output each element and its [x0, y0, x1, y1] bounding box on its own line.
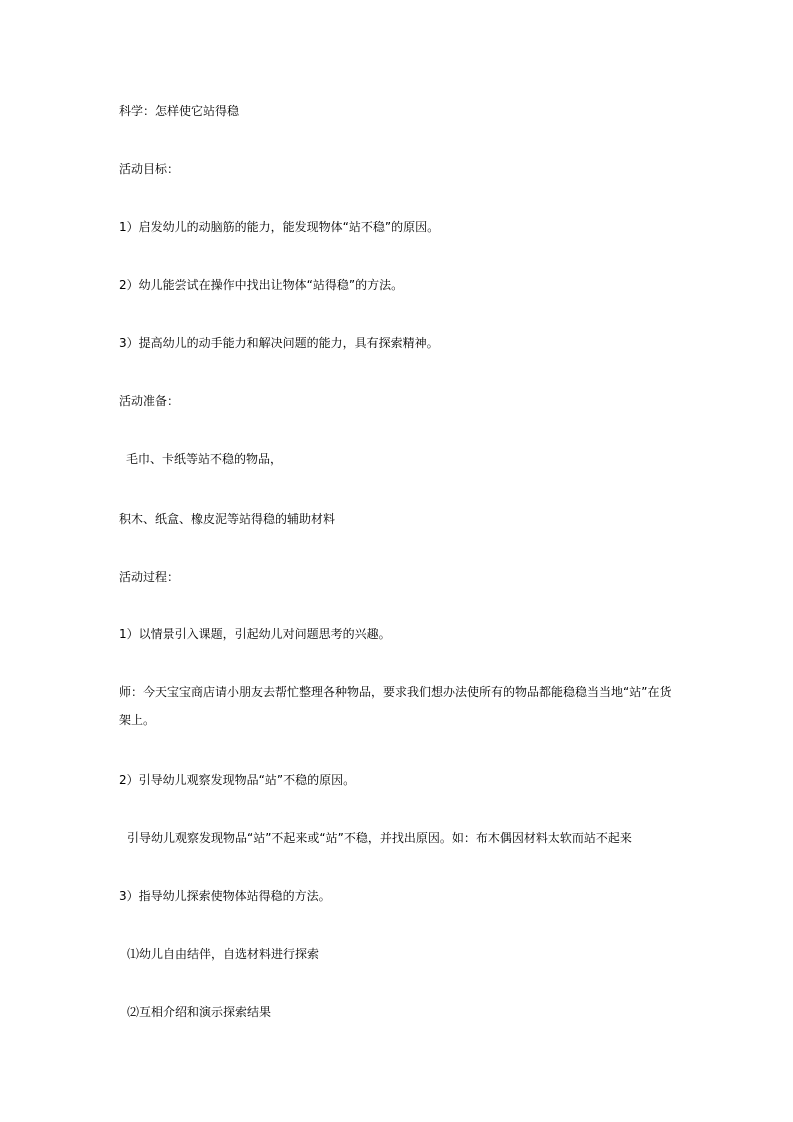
process-heading: 活动过程： [119, 570, 180, 584]
goal-item: 1）启发幼儿的动脑筋的能力，能发现物体“站不稳”的原因。 [119, 220, 440, 234]
process-step: 2）引导幼儿观察发现物品“站”不稳的原因。 [119, 773, 356, 787]
goal-item: 2）幼儿能尝试在操作中找出让物体“站得稳”的方法。 [119, 278, 404, 292]
goals-heading: 活动目标： [119, 162, 180, 176]
prep-item: 积木、纸盒、橡皮泥等站得稳的辅助材料 [119, 512, 336, 526]
process-step: 3）指导幼儿探索使物体站得稳的方法。 [119, 889, 331, 903]
process-substep: ⑴幼儿自由结伴，自选材料进行探索 [127, 947, 320, 961]
process-paragraph: 师：今天宝宝商店请小朋友去帮忙整理各种物品，要求我们想办法使所有的物品都能稳稳当当地“站”在货架上。 [119, 685, 672, 727]
process-step: 1）以情景引入课题，引起幼儿对问题思考的兴趣。 [119, 627, 391, 641]
document-title: 科学：怎样使它站得稳 [119, 104, 240, 118]
goal-item: 3）提高幼儿的动手能力和解决问题的能力，具有探索精神。 [119, 336, 439, 350]
process-paragraph: 引导幼儿观察发现物品“站”不起来或“站”不稳，并找出原因。如：布木偶因材料太软而站不起来 [127, 831, 632, 845]
process-substep: ⑵互相介绍和演示探索结果 [127, 1005, 272, 1019]
prep-item: 毛巾、卡纸等站不稳的物品， [126, 452, 283, 466]
prep-heading: 活动准备： [119, 394, 180, 408]
